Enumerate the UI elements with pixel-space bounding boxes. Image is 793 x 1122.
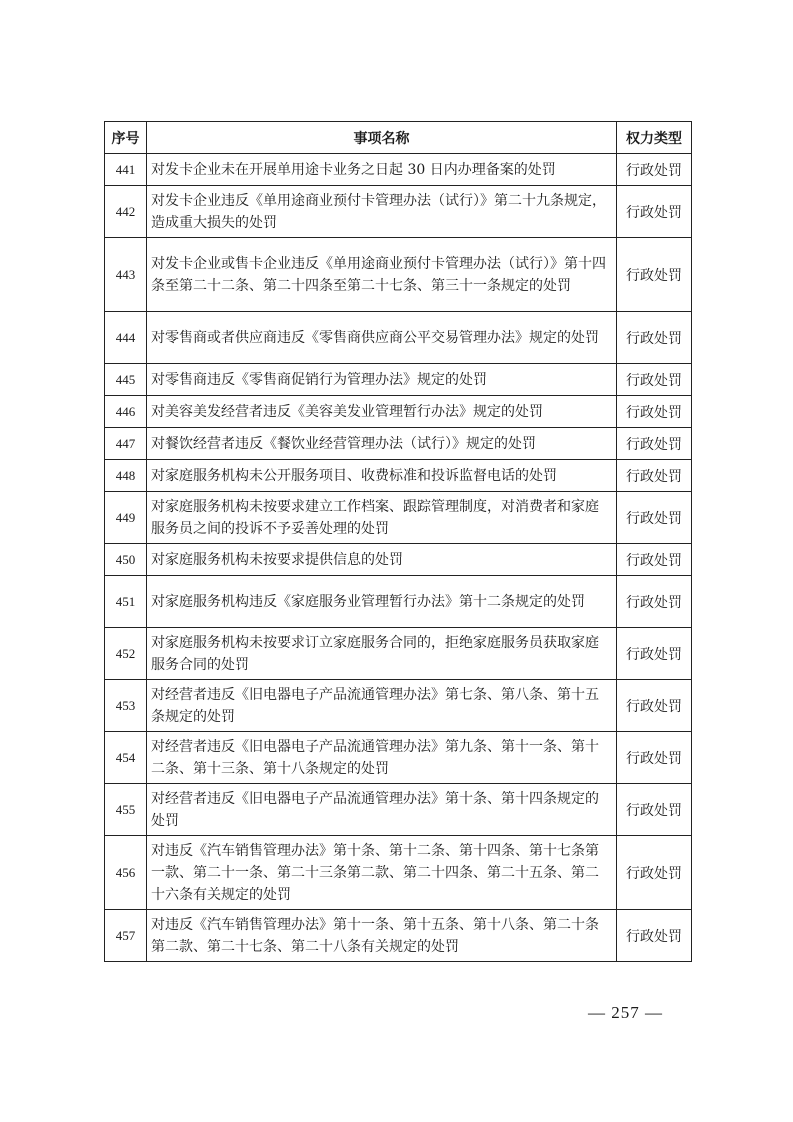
header-type: 权力类型 — [617, 122, 692, 154]
row-type: 行政处罚 — [617, 628, 692, 680]
row-name: 对家庭服务机构未按要求建立工作档案、跟踪管理制度，对消费者和家庭服务员之间的投诉不予妥善处理的处罚 — [147, 492, 617, 544]
row-number: 453 — [105, 680, 147, 732]
row-name: 对家庭服务机构违反《家庭服务业管理暂行办法》第十二条规定的处罚 — [147, 576, 617, 628]
row-number: 442 — [105, 186, 147, 238]
header-name: 事项名称 — [147, 122, 617, 154]
row-type: 行政处罚 — [617, 680, 692, 732]
row-type: 行政处罚 — [617, 186, 692, 238]
table-row — [105, 238, 692, 312]
row-name: 对违反《汽车销售管理办法》第十一条、第十五条、第十八条、第二十条第二款、第二十七条、第二十八条有关规定的处罚 — [147, 910, 617, 962]
row-number: 454 — [105, 732, 147, 784]
page-number: — 257 — — [588, 1003, 663, 1022]
row-type: 行政处罚 — [617, 460, 692, 492]
row-number: 444 — [105, 312, 147, 364]
row-number: 441 — [105, 154, 147, 186]
table-row — [105, 910, 692, 962]
header-row — [105, 122, 692, 154]
row-type: 行政处罚 — [617, 312, 692, 364]
row-type: 行政处罚 — [617, 910, 692, 962]
row-name: 对经营者违反《旧电器电子产品流通管理办法》第十条、第十四条规定的处罚 — [147, 784, 617, 836]
row-name: 对经营者违反《旧电器电子产品流通管理办法》第九条、第十一条、第十二条、第十三条、第十八条规定的处罚 — [147, 732, 617, 784]
row-name: 对美容美发经营者违反《美容美发业管理暂行办法》规定的处罚 — [147, 396, 617, 428]
row-number: 447 — [105, 428, 147, 460]
row-name: 对家庭服务机构未公开服务项目、收费标准和投诉监督电话的处罚 — [147, 460, 617, 492]
row-number: 457 — [105, 910, 147, 962]
row-name: 对发卡企业或售卡企业违反《单用途商业预付卡管理办法（试行）》第十四条至第二十二条、第二十四条至第二十七条、第三十一条规定的处罚 — [147, 238, 617, 312]
matters-table — [104, 121, 692, 962]
row-number: 449 — [105, 492, 147, 544]
row-number: 446 — [105, 396, 147, 428]
table-row — [105, 836, 692, 910]
table-row — [105, 186, 692, 238]
row-number: 456 — [105, 836, 147, 910]
row-name: 对经营者违反《旧电器电子产品流通管理办法》第七条、第八条、第十五条规定的处罚 — [147, 680, 617, 732]
row-type: 行政处罚 — [617, 544, 692, 576]
table-row — [105, 544, 692, 576]
row-name: 对家庭服务机构未按要求订立家庭服务合同的，拒绝家庭服务员获取家庭服务合同的处罚 — [147, 628, 617, 680]
table-row — [105, 364, 692, 396]
row-type: 行政处罚 — [617, 836, 692, 910]
header-number: 序号 — [105, 122, 147, 154]
table-row — [105, 628, 692, 680]
table-row — [105, 492, 692, 544]
row-type: 行政处罚 — [617, 396, 692, 428]
table-row — [105, 460, 692, 492]
row-number: 445 — [105, 364, 147, 396]
row-type: 行政处罚 — [617, 576, 692, 628]
row-type: 行政处罚 — [617, 238, 692, 312]
row-type: 行政处罚 — [617, 364, 692, 396]
row-number: 451 — [105, 576, 147, 628]
table-row — [105, 680, 692, 732]
row-name: 对零售商或者供应商违反《零售商供应商公平交易管理办法》规定的处罚 — [147, 312, 617, 364]
row-type: 行政处罚 — [617, 784, 692, 836]
table-row — [105, 784, 692, 836]
row-number: 455 — [105, 784, 147, 836]
row-number: 443 — [105, 238, 147, 312]
row-name: 对发卡企业违反《单用途商业预付卡管理办法（试行）》第二十九条规定，造成重大损失的处罚 — [147, 186, 617, 238]
row-name: 对发卡企业未在开展单用途卡业务之日起 30 日内办理备案的处罚 — [147, 154, 617, 186]
row-type: 行政处罚 — [617, 154, 692, 186]
row-type: 行政处罚 — [617, 732, 692, 784]
row-type: 行政处罚 — [617, 492, 692, 544]
row-name: 对家庭服务机构未按要求提供信息的处罚 — [147, 544, 617, 576]
row-name: 对餐饮经营者违反《餐饮业经营管理办法（试行）》规定的处罚 — [147, 428, 617, 460]
table-row — [105, 396, 692, 428]
row-name: 对零售商违反《零售商促销行为管理办法》规定的处罚 — [147, 364, 617, 396]
table-row — [105, 428, 692, 460]
row-name: 对违反《汽车销售管理办法》第十条、第十二条、第十四条、第十七条第一款、第二十一条、第二十三条第二款、第二十四条、第二十五条、第二十六条有关规定的处罚 — [147, 836, 617, 910]
table-row — [105, 576, 692, 628]
row-number: 448 — [105, 460, 147, 492]
row-number: 452 — [105, 628, 147, 680]
table-row — [105, 732, 692, 784]
row-number: 450 — [105, 544, 147, 576]
row-type: 行政处罚 — [617, 428, 692, 460]
table-row — [105, 154, 692, 186]
table-row — [105, 312, 692, 364]
